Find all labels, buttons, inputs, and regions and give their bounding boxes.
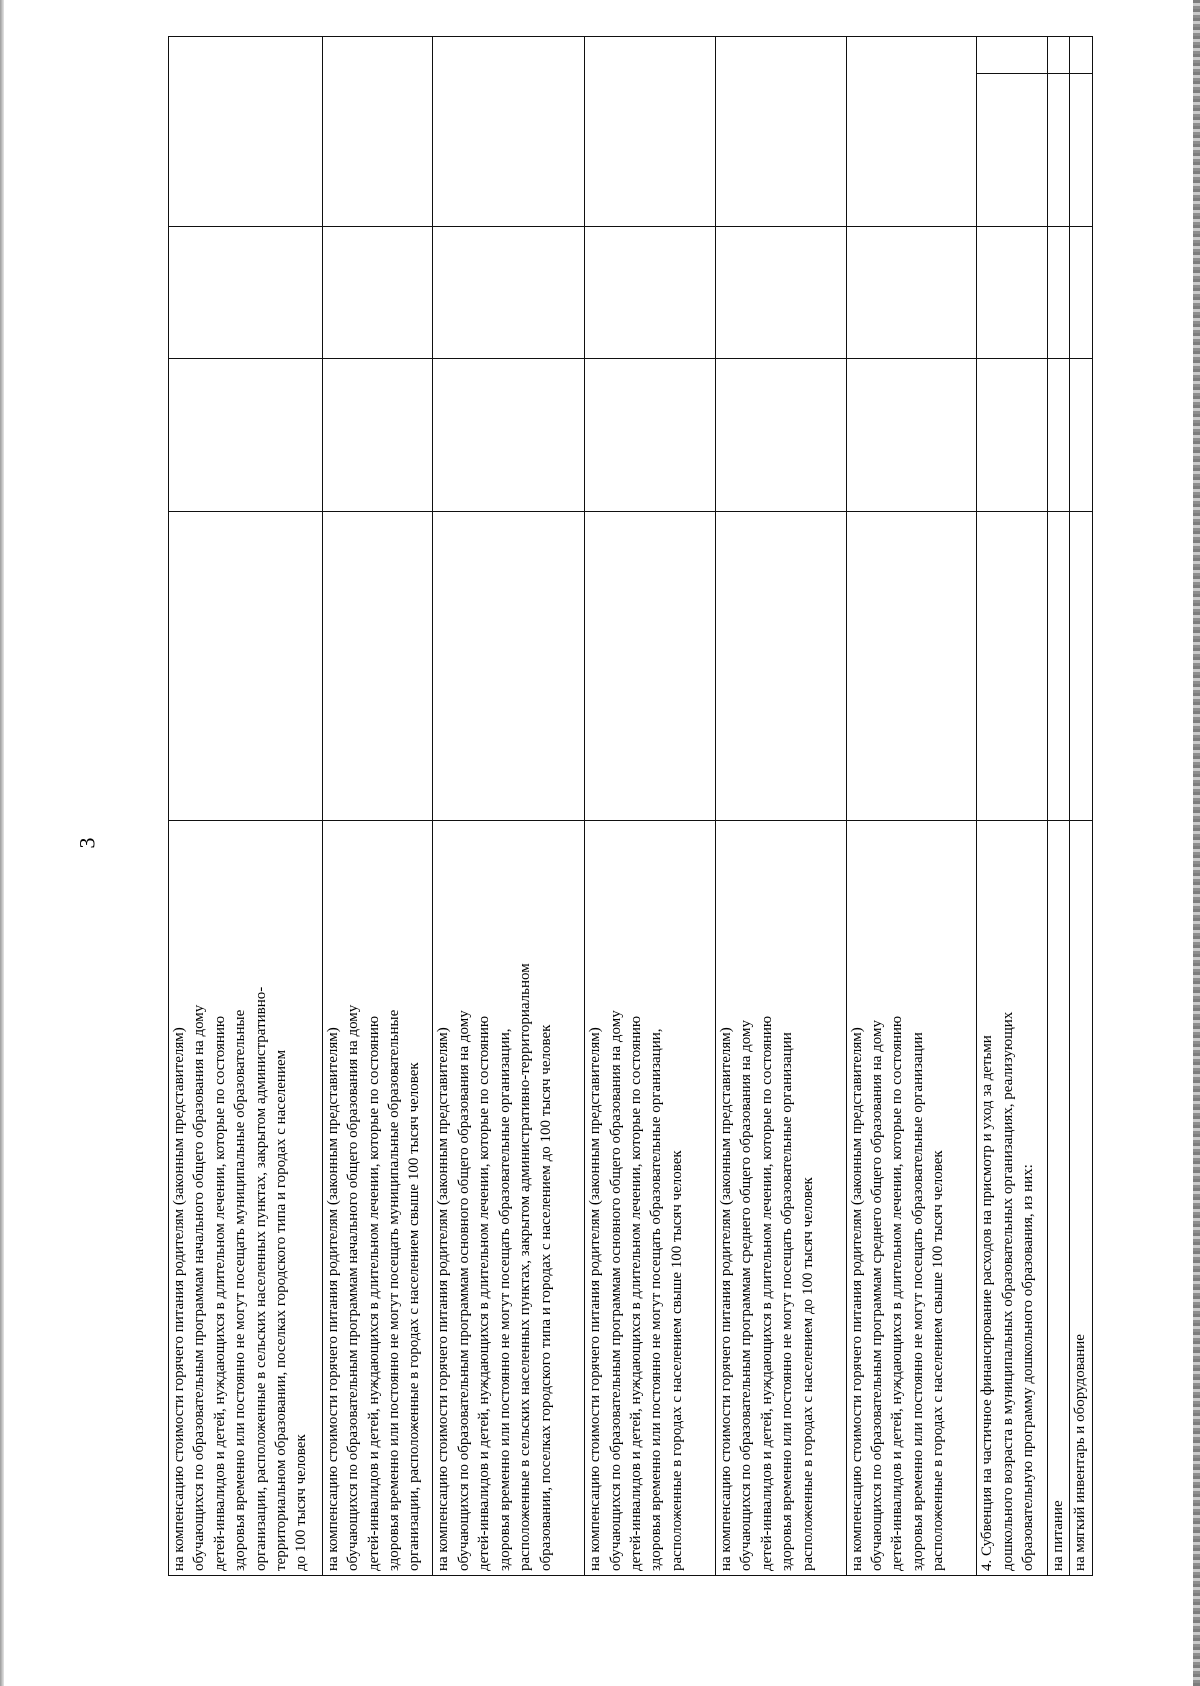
table-row xyxy=(169,37,323,1576)
value-cell xyxy=(169,358,323,511)
description-line: расположенные в городах с населением свыше 100 тысяч человек xyxy=(930,1150,947,1571)
description-line: здоровья временно или постоянно не могут посещать образовательные организации, xyxy=(496,1028,513,1571)
value-cell xyxy=(977,37,1048,227)
description-line: на компенсацию стоимости горячего питания родителям (законным представителям) xyxy=(435,1027,452,1571)
description-line: здоровья временно или постоянно не могут посещать образовательные организации xyxy=(909,1032,926,1571)
value-cell xyxy=(1070,226,1093,358)
value-cell xyxy=(433,358,585,511)
split-cell xyxy=(977,37,1047,226)
value-cell xyxy=(846,37,977,227)
value-cell xyxy=(1047,512,1070,821)
value-cell xyxy=(322,358,433,511)
description-line: детей-инвалидов и детей, нуждающихся в длительном лечении, которые по состоянию xyxy=(889,1015,906,1571)
split-cell-left xyxy=(1048,73,1070,226)
table-row xyxy=(585,37,716,1576)
split-cell xyxy=(1048,37,1070,226)
description-line: расположенные в городах с населением до 100 тысяч человек xyxy=(799,1177,816,1571)
description-line: здоровья временно или постоянно не могут посещать муниципальные образовательные xyxy=(386,1009,403,1571)
row-description-cell xyxy=(169,820,323,1575)
table-row xyxy=(1070,37,1093,1576)
value-cell xyxy=(715,226,846,358)
split-cell-right xyxy=(977,37,1047,73)
split-cell-left xyxy=(1070,73,1092,226)
value-cell xyxy=(433,37,585,227)
description-line: образовании, поселках городского типа и городах с населением до 100 тысяч человек xyxy=(537,1024,554,1571)
description-line: на питание xyxy=(1049,1500,1066,1571)
value-cell xyxy=(977,512,1048,821)
rotated-sheet xyxy=(168,36,1093,1576)
value-cell xyxy=(1047,226,1070,358)
value-cell xyxy=(846,358,977,511)
row-description-cell xyxy=(1070,820,1093,1575)
description-line: расположенные в городах с населением свыше 100 тысяч человек xyxy=(668,1150,685,1571)
value-cell xyxy=(433,226,585,358)
description-line: территориальном образовании, поселках городского типа и городах с населением xyxy=(273,1049,290,1571)
description-line: расположенные в сельских населенных пунктах, закрытом административно-территориальном xyxy=(517,963,534,1571)
description-line: детей-инвалидов и детей, нуждающихся в длительном лечении, которые по состоянию xyxy=(476,1015,493,1571)
row-description-cell xyxy=(433,820,585,1575)
table-row xyxy=(433,37,585,1576)
value-cell xyxy=(1070,512,1093,821)
table-row xyxy=(1047,37,1070,1576)
split-cell-right xyxy=(1070,37,1092,73)
table-row xyxy=(977,37,1048,1576)
description-line: детей-инвалидов и детей, нуждающихся в длительном лечении, которые по состоянию xyxy=(758,1015,775,1571)
table-row xyxy=(846,37,977,1576)
row-description-cell xyxy=(846,820,977,1575)
value-cell xyxy=(322,37,433,227)
value-cell xyxy=(715,37,846,227)
page-number: 3 xyxy=(74,837,100,849)
scan-edge-left xyxy=(0,0,4,1686)
description-line: организации, расположенные в сельских населенных пунктах, закрытом административно- xyxy=(252,986,269,1571)
description-line: дошкольного возраста в муниципальных образовательных организациях, реализующих xyxy=(999,1011,1016,1571)
description-line: 4. Субвенция на частичное финансирование расходов на присмотр и уход за детьми xyxy=(979,1035,996,1571)
value-cell xyxy=(169,37,323,227)
row-description-cell xyxy=(1047,820,1070,1575)
value-cell xyxy=(1047,37,1070,227)
description-line: на компенсацию стоимости горячего питания родителям (законным представителям) xyxy=(587,1027,604,1571)
description-line: обучающихся по образовательным программам начального общего образования на дому xyxy=(345,1004,362,1571)
description-line: обучающихся по образовательным программам среднего общего образования на дому xyxy=(738,1020,755,1571)
description-line: на компенсацию стоимости горячего питания родителям (законным представителям) xyxy=(324,1027,341,1571)
value-cell xyxy=(715,358,846,511)
value-cell xyxy=(585,37,716,227)
description-line: на компенсацию стоимости горячего питания родителям (законным представителям) xyxy=(717,1027,734,1571)
row-description-cell xyxy=(585,820,716,1575)
row-description-cell xyxy=(715,820,846,1575)
description-line: детей-инвалидов и детей, нуждающихся в длительном лечении, которые по состоянию xyxy=(211,1015,228,1571)
description-line: организации, расположенные в городах с населением свыше 100 тысяч человек xyxy=(406,1062,423,1571)
description-line: на компенсацию стоимости горячего питания родителям (законным представителям) xyxy=(171,1027,187,1571)
description-line: детей-инвалидов и детей, нуждающихся в длительном лечении, которые по состоянию xyxy=(628,1015,645,1571)
description-line: обучающихся по образовательным программам среднего общего образования на дому xyxy=(868,1020,885,1571)
description-line: на компенсацию стоимости горячего питания родителям (законным представителям) xyxy=(848,1027,865,1571)
value-cell xyxy=(1070,37,1093,227)
budget-table xyxy=(168,36,1093,1576)
description-line: здоровья временно или постоянно не могут посещать образовательные организации xyxy=(779,1032,796,1571)
table-body xyxy=(169,37,1093,1576)
value-cell xyxy=(585,226,716,358)
description-line: обучающихся по образовательным программам основного общего образования на дому xyxy=(455,1010,472,1571)
value-cell xyxy=(169,512,323,821)
description-line: обучающихся по образовательным программам основного общего образования на дому xyxy=(607,1010,624,1571)
value-cell xyxy=(715,512,846,821)
scan-edge-right xyxy=(1193,0,1200,1686)
value-cell xyxy=(977,358,1048,511)
row-description-cell xyxy=(322,820,433,1575)
value-cell xyxy=(1070,358,1093,511)
value-cell xyxy=(322,226,433,358)
value-cell xyxy=(846,226,977,358)
value-cell xyxy=(322,512,433,821)
value-cell xyxy=(846,512,977,821)
value-cell xyxy=(169,226,323,358)
split-cell-left xyxy=(977,73,1047,226)
description-line: детей-инвалидов и детей, нуждающихся в длительном лечении, которые по состоянию xyxy=(365,1015,382,1571)
split-cell xyxy=(1070,37,1092,226)
description-line: обучающихся по образовательным программам начального общего образования на дому xyxy=(191,1004,208,1571)
table-row xyxy=(715,37,846,1576)
row-description-cell xyxy=(977,820,1048,1575)
value-cell xyxy=(585,358,716,511)
description-line: здоровья временно или постоянно не могут посещать муниципальные образовательные xyxy=(232,1009,249,1571)
description-line: здоровья временно или постоянно не могут посещать образовательные организации, xyxy=(648,1028,665,1571)
value-cell xyxy=(585,512,716,821)
table-row xyxy=(322,37,433,1576)
value-cell xyxy=(977,226,1048,358)
description-line: на мягкий инвентарь и оборудование xyxy=(1072,1334,1089,1571)
value-cell xyxy=(1047,358,1070,511)
split-cell-right xyxy=(1048,37,1070,73)
value-cell xyxy=(433,512,585,821)
description-line: образовательную программу дошкольного образования, из них: xyxy=(1020,1164,1037,1571)
description-line: до 100 тысяч человек xyxy=(293,1434,310,1571)
